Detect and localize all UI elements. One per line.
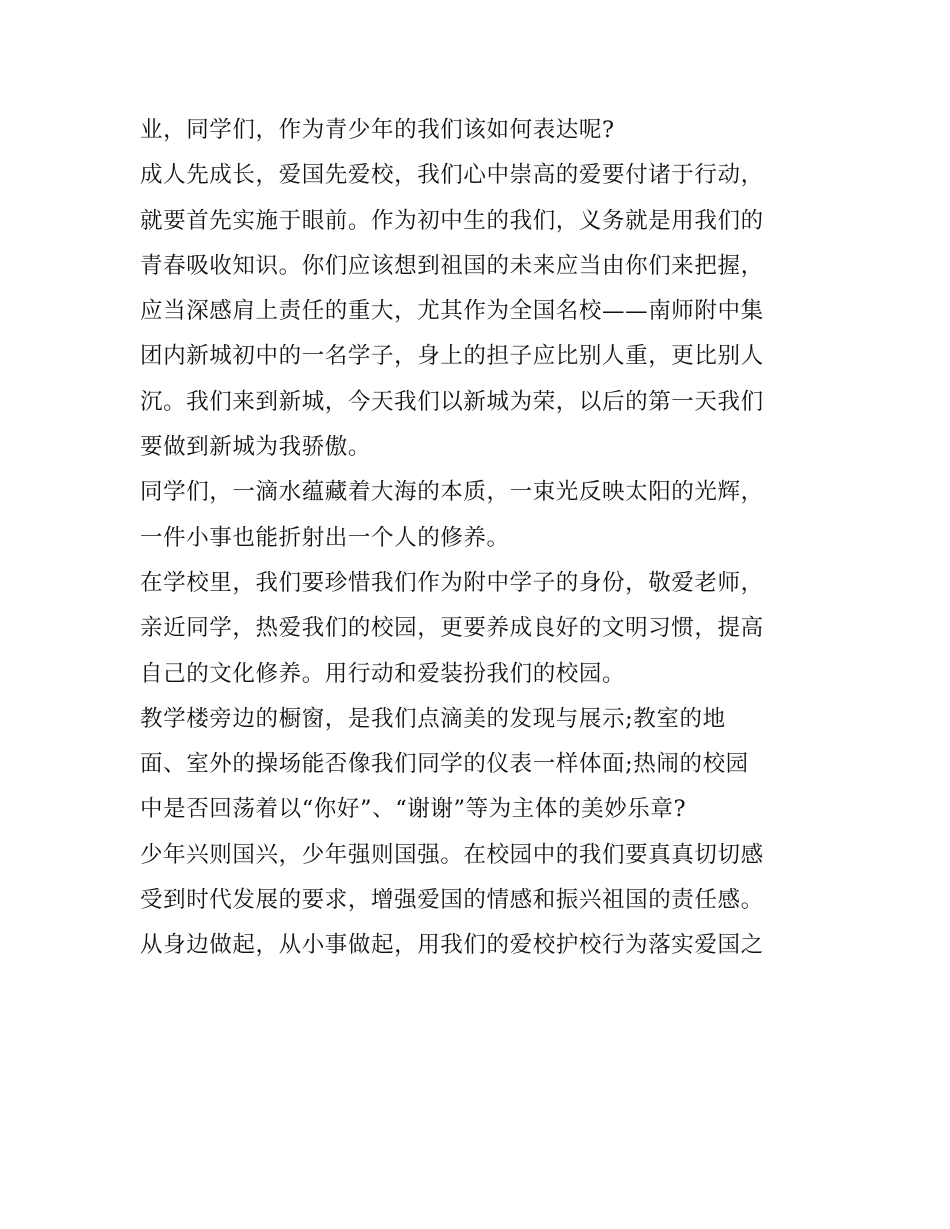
text-line: 成人先成长，爱国先爱校，我们心中崇高的爱要付诸于行动，: [140, 162, 764, 189]
text-line: 业，同学们，作为青少年的我们该如何表达呢?: [140, 117, 615, 143]
text-line: 亲近同学，热爱我们的校园，更要养成良好的文明习惯，提高: [140, 615, 764, 642]
body-text: [140, 108, 830, 969]
text-line: 在学校里，我们要珍惜我们作为附中学子的身份，敬爱老师，: [140, 569, 764, 596]
text-line: 青春吸收知识。你们应该想到祖国的未来应当由你们来把握，: [140, 252, 764, 279]
text-line: 少年兴则国兴，少年强则国强。在校园中的我们要真真切切感: [140, 841, 764, 868]
text-line: 沉。我们来到新城，今天我们以新城为荣，以后的第一天我们: [140, 388, 764, 415]
text-line: 面、室外的操场能否像我们同学的仪表一样体面;热闹的校园: [140, 751, 749, 778]
text-line: 团内新城初中的一名学子，身上的担子应比别人重，更比别人: [140, 343, 764, 370]
text-line: 就要首先实施于眼前。作为初中生的我们，义务就是用我们的: [140, 207, 764, 234]
text-line: 同学们，一滴水蕴藏着大海的本质，一束光反映太阳的光辉，: [140, 479, 764, 506]
text-line: 受到时代发展的要求，增强爱国的情感和振兴祖国的责任感。: [140, 887, 764, 914]
text-line: 要做到新城为我骄傲。: [140, 434, 372, 461]
text-line: 中是否回荡着以“你好”、“谢谢”等为主体的美妙乐章?: [140, 796, 687, 823]
text-line: 应当深感肩上责任的重大，尤其作为全国名校——南师附中集: [140, 298, 764, 325]
text-line: 从身边做起，从小事做起，用我们的爱校护校行为落实爱国之: [140, 932, 764, 959]
text-line: 教学楼旁边的橱窗，是我们点滴美的发现与展示;教室的地: [140, 705, 726, 732]
text-line: 自己的文化修养。用行动和爱装扮我们的校园。: [140, 660, 626, 687]
text-line: 一件小事也能折射出一个人的修养。: [140, 524, 510, 551]
